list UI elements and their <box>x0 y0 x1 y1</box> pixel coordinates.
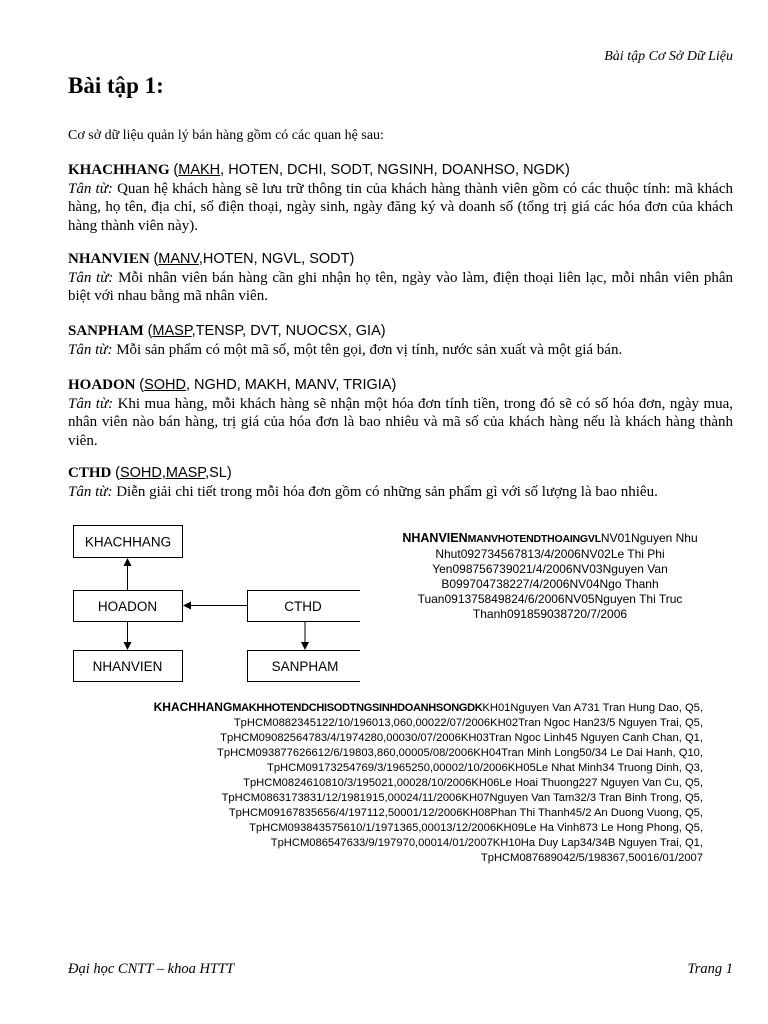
relation-schema <box>68 322 733 341</box>
relation-cthd <box>68 464 733 501</box>
other-attributes: ,HOTEN, NGVL, SODT) <box>198 251 355 267</box>
relation-description <box>68 180 733 236</box>
data-line: TpHCM086547633/9/197970,00014/01/2007KH10Ha Duy Lap34/34B Nguyen Trai, Q1, <box>270 837 703 849</box>
relation-description <box>68 341 733 360</box>
description-text: Khi mua hàng, mỗi khách hàng sẽ nhận một hóa đơn tính tiền, trong đó sẽ có số hóa đơn, ngày mua, nhân viên nào bán hàng, trị giá của hóa đơn là bao nhiêu và mã số của khách hàng nếu là khách hàng thành viên. <box>68 395 734 449</box>
table-columns: MAKHHOTENDCHISODTNGSINHDOANHSONGDK <box>232 702 483 714</box>
arrow-cthd-sanpham-head <box>301 642 309 650</box>
relation-name: NHANVIEN <box>68 251 150 267</box>
description-text: Quan hệ khách hàng sẽ lưu trữ thông tin của khách hàng thành viên gồm có các thuộc tính: mã khách hàng, họ tên, địa chỉ, số điện thoại, ngày sinh, ngày đăng ký và doanh số (tổng trị giá các hóa đơn của khách hàng thành viên này). <box>68 180 733 234</box>
page-title: Bài tập 1: <box>68 73 164 98</box>
data-line: TpHCM0824610810/3/195021,00028/10/2006KH06Le Hoai Thuong227 Nguyen Van Cu, Q5, <box>243 777 703 789</box>
description-label: Tân từ: <box>68 269 114 286</box>
intro-text: Cơ sở dữ liệu quản lý bán hàng gồm có các quan hệ sau: <box>68 128 384 143</box>
other-attributes: ,SL) <box>205 465 232 481</box>
paren-open: ( <box>139 377 145 393</box>
other-attributes: , NGHD, MAKH, MANV, TRIGIA) <box>186 377 397 393</box>
table-name: KHACHHANG <box>153 700 233 714</box>
relation-name: CTHD <box>68 465 112 481</box>
relation-khachhang <box>68 161 733 235</box>
relation-attributes <box>173 162 569 178</box>
relation-hoadon <box>68 376 733 450</box>
data-line <box>375 531 725 547</box>
primary-key: SOHD,MASP <box>119 465 206 481</box>
primary-key: MANV <box>158 251 199 267</box>
description-label: Tân từ: <box>68 180 113 197</box>
primary-key: SOHD <box>144 377 186 393</box>
cthd-box-label: CTHD <box>284 599 322 614</box>
footer-page-number: Trang 1 <box>687 961 733 977</box>
paren-open: ( <box>173 162 179 178</box>
relation-sanpham <box>68 322 733 359</box>
relation-schema <box>68 250 733 269</box>
data-line: TpHCM093877626612/6/19803,860,00005/08/2006KH04Tran Minh Long50/34 Le Dai Hanh, Q10, <box>217 747 703 759</box>
relation-attributes <box>115 465 232 481</box>
description-text: Mỗi sản phẩm có một mã số, một tên gọi, đơn vị tính, nước sản xuất và một giá bán. <box>116 341 623 358</box>
description-text: Diễn giải chi tiết trong mỗi hóa đơn gồm có những sản phẩm gì với số lượng là bao nhiêu. <box>116 483 658 500</box>
relation-attributes <box>153 251 354 267</box>
relation-schema <box>68 376 733 395</box>
relation-name: HOADON <box>68 377 136 393</box>
data-line: TpHCM093843575610/1/1971365,00013/12/2006KH09Le Ha Vinh873 Le Hong Phong, Q5, <box>249 822 703 834</box>
description-label: Tân từ: <box>68 341 113 358</box>
paren-open: ( <box>115 465 120 481</box>
khachhang-box-label: KHACHHANG <box>84 534 172 550</box>
relation-attributes <box>139 377 396 393</box>
data-line: TpHCM0882345122/10/196013,060,00022/07/2006KH02Tran Ngoc Han23/5 Nguyen Trai, Q5, <box>233 717 703 729</box>
data-line: Thanh091859038720/7/2006 <box>472 607 628 621</box>
data-line <box>154 700 703 716</box>
primary-key: MASP <box>152 323 192 339</box>
relation-name: KHACHHANG <box>68 162 170 178</box>
data-line: Nhut092734567813/4/2006NV02Le Thi Phi <box>435 547 665 561</box>
data-line: TpHCM087689042/5/198367,50016/01/2007 <box>480 852 703 864</box>
paren-open: ( <box>147 323 153 339</box>
data-line: Tuan091375849824/6/2006NV05Nguyen Thi Truc <box>417 592 683 606</box>
table-columns: MANVHOTENDTHOAINGVL <box>467 533 601 545</box>
paren-open: ( <box>153 251 159 267</box>
running-header: Bài tập Cơ Sở Dữ Liệu <box>604 49 733 64</box>
table-name: NHANVIEN <box>402 531 468 545</box>
hoadon-box-label: HOADON <box>97 599 158 614</box>
sanpham-box-label: SANPHAM <box>271 659 339 674</box>
description-text: Mỗi nhân viên bán hàng cần ghi nhận họ tên, ngày vào làm, điện thoại liên lạc, mỗi nhân viên phân biệt với nhau bằng mã nhân viên. <box>68 269 734 304</box>
footer-institution: Đại học CNTT – khoa HTTT <box>68 961 235 977</box>
relation-nhanvien <box>68 250 733 306</box>
data-line: Yen098756739021/4/2006NV03Nguyen Van <box>432 562 668 576</box>
data-line: TpHCM0863173831/12/1981915,00024/11/2006KH07Nguyen Van Tam32/3 Tran Binh Trong, Q5, <box>221 792 703 804</box>
arrow-hoadon-khachhang-head <box>124 558 132 566</box>
relation-schema <box>68 464 733 483</box>
data-line: TpHCM09167835656/4/197112,50001/12/2006KH08Phan Thi Thanh45/2 An Duong Vuong, Q5, <box>228 807 703 819</box>
description-label: Tân từ: <box>68 395 114 412</box>
relation-schema <box>68 161 733 180</box>
primary-key: MAKH <box>178 162 221 178</box>
arrow-hoadon-nhanvien-head <box>124 642 132 650</box>
other-attributes: , HOTEN, DCHI, SODT, NGSINH, DOANHSO, NGDK) <box>220 162 570 178</box>
arrow-cthd-hoadon-head <box>183 602 191 610</box>
data-text: KH01Nguyen Van A731 Tran Hung Dao, Q5, <box>482 702 703 714</box>
khachhang-data-block <box>154 700 703 866</box>
other-attributes: ,TENSP, DVT, NUOCSX, GIA) <box>191 323 386 339</box>
nhanvien-data-block <box>375 531 725 622</box>
relation-name: SANPHAM <box>68 323 144 339</box>
relation-description <box>68 483 733 502</box>
data-line: B099704738227/4/2006NV04Ngo Thanh <box>441 577 659 591</box>
description-label: Tân từ: <box>68 483 113 500</box>
data-text: NV01Nguyen Nhu <box>600 531 698 545</box>
nhanvien-box-label: NHANVIEN <box>92 659 163 674</box>
relationship-diagram <box>60 515 370 690</box>
data-line: TpHCM09173254769/3/1965250,00002/10/2006KH05Le Nhat Minh34 Truong Dinh, Q3, <box>266 762 703 774</box>
data-line: TpHCM09082564783/4/1974280,00030/07/2006KH03Tran Ngoc Linh45 Nguyen Canh Chan, Q1, <box>220 732 703 744</box>
relation-description <box>68 269 733 306</box>
relation-attributes <box>148 323 386 339</box>
relation-description <box>68 395 733 451</box>
